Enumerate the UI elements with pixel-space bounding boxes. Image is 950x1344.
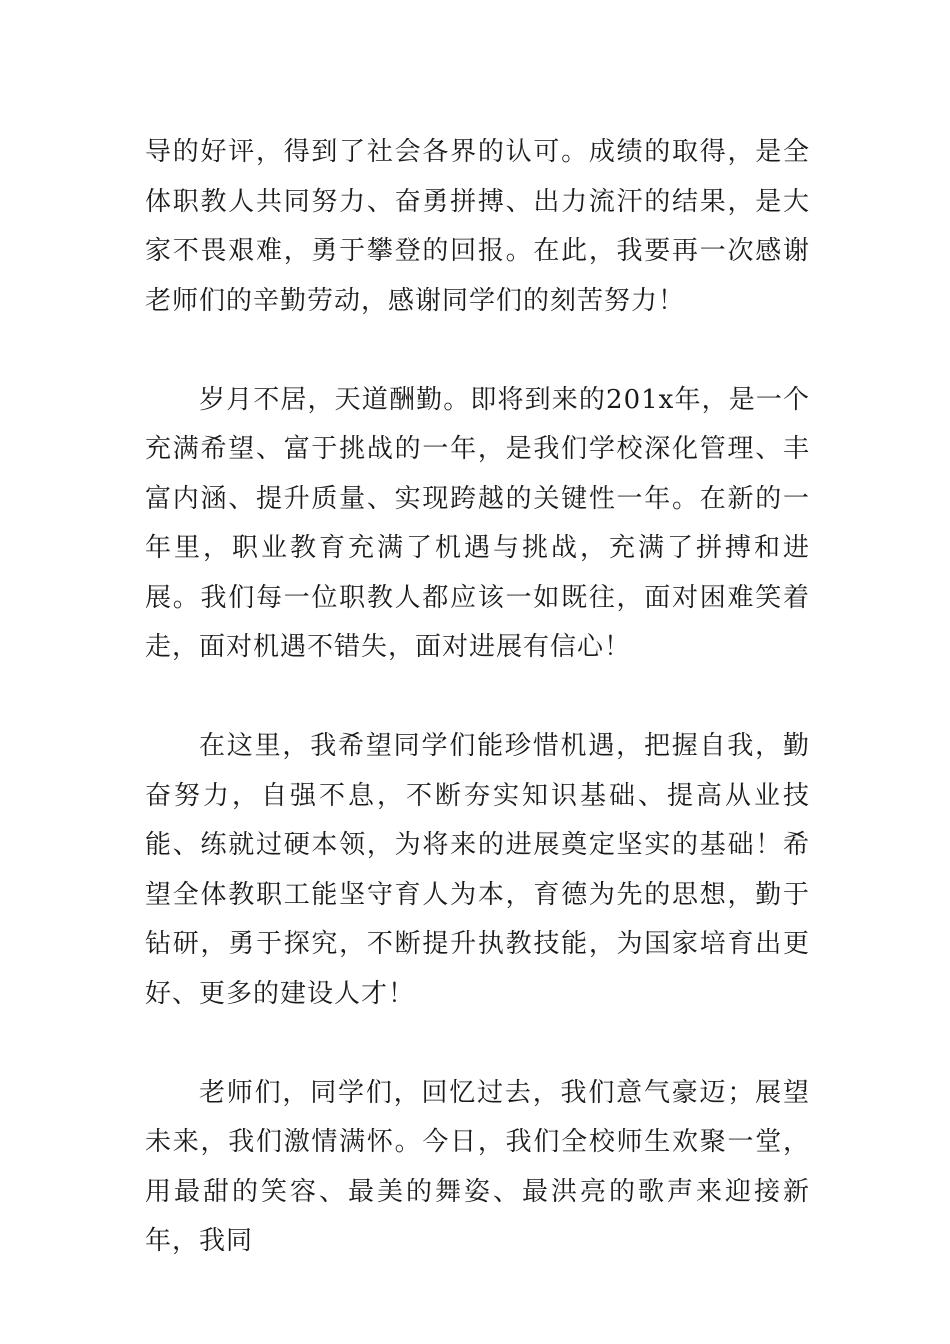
paragraph-1: 导的好评，得到了社会各界的认可。成绩的取得，是全体职教人共同努力、奋勇拼搏、出力流汗的结果，是大家不畏艰难，勇于攀登的回报。在此，我要再一次感谢老师们的辛勤劳动，感谢同学们的刻苦努力！ [145,137,810,316]
document-body [145,128,810,1267]
paragraph-4: 老师们，同学们，回忆过去，我们意气豪迈；展望未来，我们激情满怀。今日，我们全校师生欢聚一堂，用最甜的笑容、最美的舞姿、最洪亮的歌声来迎接新年，我同 [145,1077,810,1256]
paragraph-3: 在这里，我希望同学们能珍惜机遇，把握自我，勤奋努力，自强不息，不断夯实知识基础、提高从业技能、练就过硬本领，为将来的进展奠定坚实的基础！希望全体教职工能坚守育人为本，育德为先的思想，勤于钻研，勇于探究，不断提升执教技能，为国家培育出更好、更多的建设人才！ [145,731,810,1009]
paragraph-2: 岁月不居，天道酬勤。即将到来的201x年，是一个充满希望、富于挑战的一年，是我们学校深化管理、丰富内涵、提升质量、实现跨越的关键性一年。在新的一年里，职业教育充满了机遇与挑战，充满了拼搏和进展。我们每一位职教人都应该一如既往，面对困难笑着走，面对机遇不错失，面对进展有信心！ [145,384,810,662]
